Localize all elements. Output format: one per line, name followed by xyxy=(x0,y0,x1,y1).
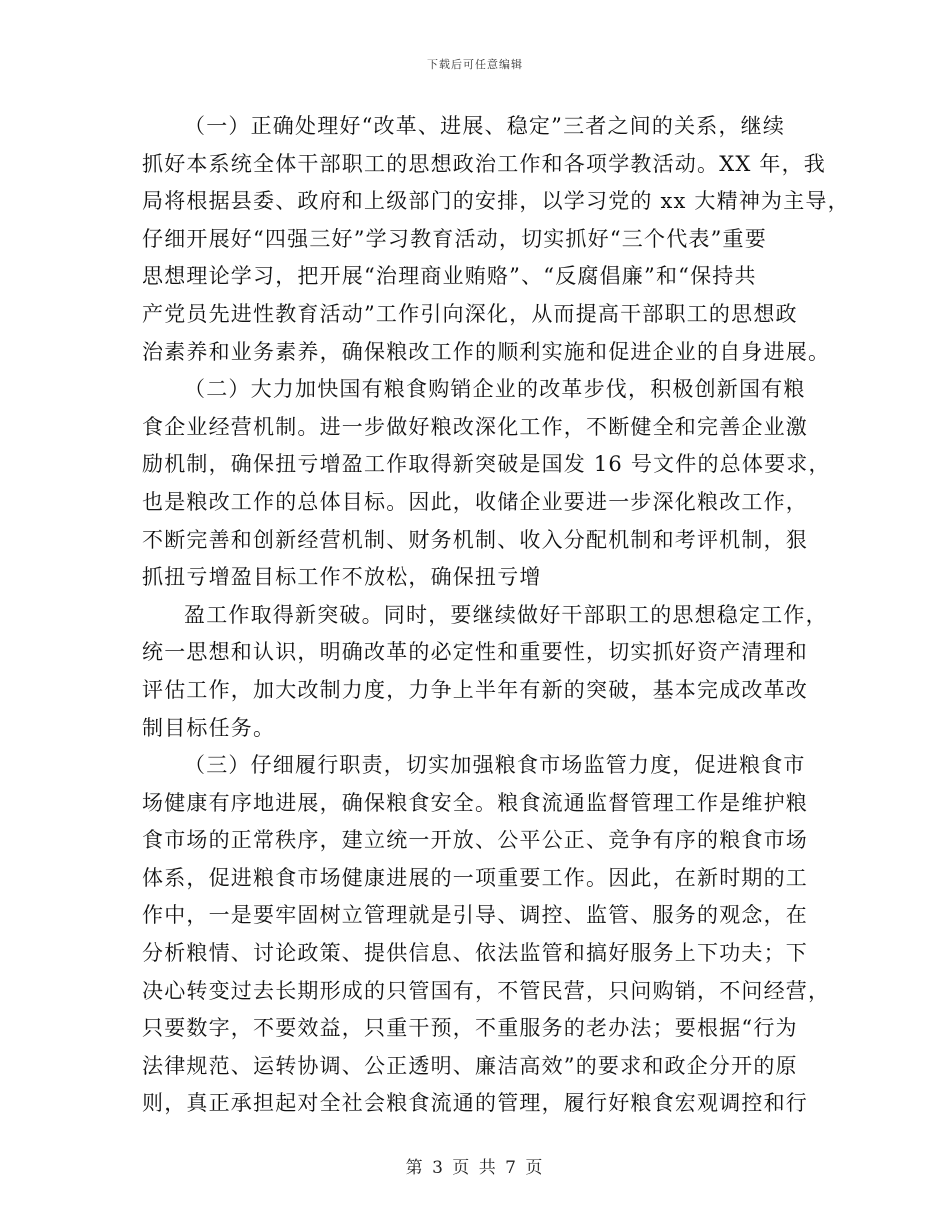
paragraph-3-line-2: 统一思想和认识，明确改革的必定性和重要性，切实抓好资产清理和 xyxy=(142,640,808,665)
paragraph-4-line-1: （三）仔细履行职责，切实加强粮食市场监管力度，促进粮食市 xyxy=(184,753,806,778)
paragraph-2-line-2: 食企业经营机制。进一步做好粮改深化工作，不断健全和完善企业激 xyxy=(142,414,808,439)
paragraph-2-line-6: 抓扭亏增盈目标工作不放松，确保扭亏增 xyxy=(142,565,542,590)
paragraph-1-line-4: 仔细开展好“四强三好”学习教育活动，切实抓好“三个代表”重要 xyxy=(142,226,767,251)
paragraph-2-line-1: （二）大力加快国有粮食购销企业的改革步伐，积极创新国有粮 xyxy=(184,377,806,402)
paragraph-3-line-3: 评估工作，加大改制力度，力争上半年有新的突破，基本完成改革改 xyxy=(142,677,808,702)
document-body xyxy=(142,108,850,1123)
paragraph-2-line-5: 不断完善和创新经营机制、财务机制、收入分配机制和考评机制，狠 xyxy=(142,527,808,552)
paragraph-1-line-3: 局将根据县委、政府和上级部门的安排，以学习党的 xx 大精神为主导， xyxy=(142,189,850,214)
paragraph-1-line-5: 思想理论学习，把开展“治理商业贿赂”、“反腐倡廉”和“保持共 xyxy=(142,264,757,289)
paragraph-1-line-2: 抓好本系统全体干部职工的思想政治工作和各项学教活动。XX 年，我 xyxy=(142,151,826,176)
paragraph-3-line-1: 盈工作取得新突破。同时，要继续做好干部职工的思想稳定工作， xyxy=(184,602,828,627)
paragraph-4-line-4: 体系，促进粮食市场健康进展的一项重要工作。因此，在新时期的工 xyxy=(142,865,808,890)
paragraph-2-line-3: 励机制，确保扭亏增盈工作取得新突破是国发 16 号文件的总体要求， xyxy=(142,452,831,477)
paragraph-4-line-5: 作中，一是要牢固树立管理就是引导、调控、监管、服务的观念，在 xyxy=(142,903,808,928)
paragraph-4-line-3: 食市场的正常秩序，建立统一开放、公平公正、竞争有序的粮食市场 xyxy=(142,828,808,853)
paragraph-1-line-1: （一）正确处理好“改革、进展、稳定”三者之间的关系，继续 xyxy=(184,114,786,138)
page-header-note: 下载后可任意编辑 xyxy=(427,58,523,71)
paragraph-3-line-4: 制目标任务。 xyxy=(142,715,276,740)
paragraph-4-line-8: 只要数字，不要效益，只重干预，不重服务的老办法；要根据“行为 xyxy=(142,1016,798,1041)
paragraph-2-line-4: 也是粮改工作的总体目标。因此，收储企业要进一步深化粮改工作， xyxy=(142,489,808,514)
paragraph-4-line-2: 场健康有序地进展，确保粮食安全。粮食流通监督管理工作是维护粮 xyxy=(142,790,808,815)
paragraph-4-line-6: 分析粮情、讨论政策、提供信息、依法监管和搞好服务上下功夫；下 xyxy=(142,941,808,966)
paragraph-4-line-9: 法律规范、运转协调、公正透明、廉洁高效”的要求和政企分开的原 xyxy=(142,1053,798,1078)
paragraph-1-line-6: 产党员先进性教育活动”工作引向深化，从而提高干部职工的思想政 xyxy=(142,301,798,326)
paragraph-4-line-10: 则，真正承担起对全社会粮食流通的管理，履行好粮食宏观调控和行 xyxy=(142,1091,808,1116)
paragraph-1-line-7: 治素养和业务素养，确保粮改工作的顺利实施和促进企业的自身进展。 xyxy=(142,339,831,364)
paragraph-4-line-7: 决心转变过去长期形成的只管国有，不管民营，只问购销，不问经营， xyxy=(142,978,831,1003)
page-number: 第 3 页 共 7 页 xyxy=(405,1158,545,1178)
